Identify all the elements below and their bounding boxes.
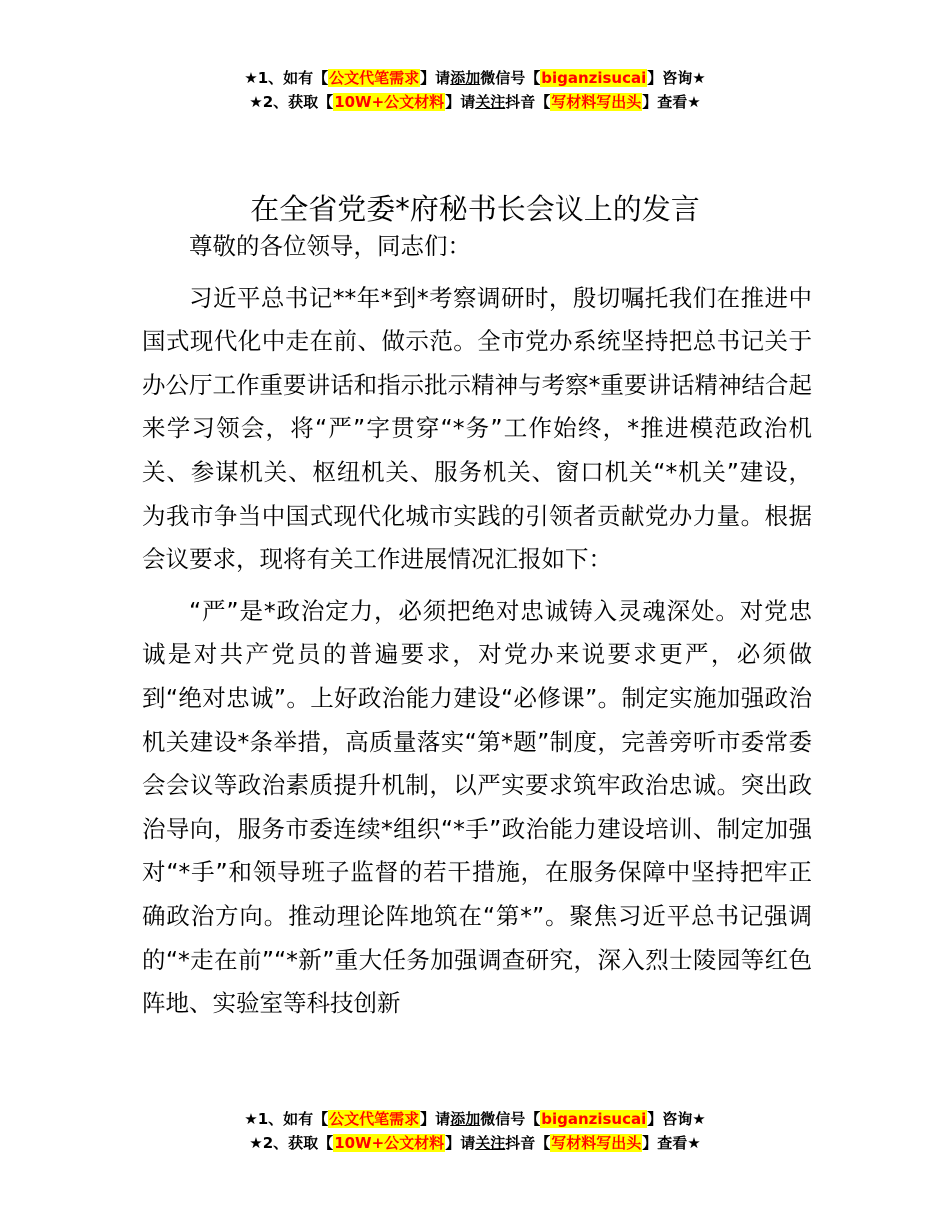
banner-highlight: 写材料写出头 <box>551 93 642 111</box>
document-body <box>142 225 812 1026</box>
banner-text: 微信号【 <box>480 69 541 87</box>
banner-text: 】请 <box>420 1110 451 1128</box>
banner-text: ★2、获取【 <box>249 93 334 111</box>
banner-text: 】查看★ <box>642 93 701 111</box>
banner-text: ★1、如有【 <box>244 69 329 87</box>
footer-banner <box>0 1107 950 1155</box>
header-banner <box>0 66 950 114</box>
banner-underline: 添加 <box>450 1110 481 1128</box>
banner-text: 】请 <box>445 93 476 111</box>
banner-underline: 关注 <box>475 93 506 111</box>
banner-highlight: 写材料写出头 <box>551 1134 642 1152</box>
banner-underline: 添加 <box>450 69 481 87</box>
banner-highlight: 公文代笔需求 <box>329 1110 420 1128</box>
body-paragraph: 习近平总书记**年*到*考察调研时，殷切嘱托我们在推进中国式现代化中走在前、做示范。全市党办系统坚持把总书记关于办公厅工作重要讲话和指示批示精神与考察*重要讲话精神结合起来学习领会，将“严”字贯穿“*务”工作始终，*推进模范政治机关、参谋机关、枢纽机关、服务机关、窗口机关“*机关”建设，为我市争当中国式现代化城市实践的引领者贡献党办力量。根据会议要求，现将有关工作进展情况汇报如下： <box>142 283 812 574</box>
banner-text: ★2、获取【 <box>249 1134 334 1152</box>
banner-highlight: 10W+公文材料 <box>334 93 445 111</box>
banner-text: 】查看★ <box>642 1134 701 1152</box>
banner-text: 微信号【 <box>480 1110 541 1128</box>
banner-line-2 <box>0 1131 950 1155</box>
banner-highlight: biganzisucai <box>541 69 647 87</box>
banner-text: 】咨询★ <box>647 1110 706 1128</box>
banner-highlight: 10W+公文材料 <box>334 1134 445 1152</box>
document-title: 在全省党委*府秘书长会议上的发言 <box>250 192 700 227</box>
banner-line-1 <box>0 1107 950 1131</box>
banner-text: 抖音【 <box>505 1134 551 1152</box>
banner-highlight: 公文代笔需求 <box>329 69 420 87</box>
banner-text: ★1、如有【 <box>244 1110 329 1128</box>
banner-underline: 关注 <box>475 1134 506 1152</box>
banner-highlight: biganzisucai <box>541 1110 647 1128</box>
banner-text: 】请 <box>445 1134 476 1152</box>
banner-line-2 <box>0 90 950 114</box>
banner-line-1 <box>0 66 950 90</box>
salutation: 尊敬的各位领导，同志们： <box>189 232 471 260</box>
banner-text: 抖音【 <box>505 93 551 111</box>
banner-text: 】请 <box>420 69 451 87</box>
body-paragraph: “严”是*政治定力，必须把绝对忠诚铸入灵魂深处。对党忠诚是对共产党员的普遍要求，对党办来说要求更严，必须做到“绝对忠诚”。上好政治能力建设“必修课”。制定实施加强政治机关建设*条举措，高质量落实“第*题”制度，完善旁听市委常委会会议等政治素质提升机制，以严实要求筑牢政治忠诚。突出政治导向，服务市委连续*组织“*手”政治能力建设培训、制定加强对“*手”和领导班子监督的若干措施，在服务保障中坚持把牢正确政治方向。推动理论阵地筑在“第*”。聚焦习近平总书记强调的“*走在前”“*新”重大任务加强调查研究，深入烈士陵园等红色阵地、实验室等科技创新 <box>142 596 812 1018</box>
banner-text: 】咨询★ <box>647 69 706 87</box>
